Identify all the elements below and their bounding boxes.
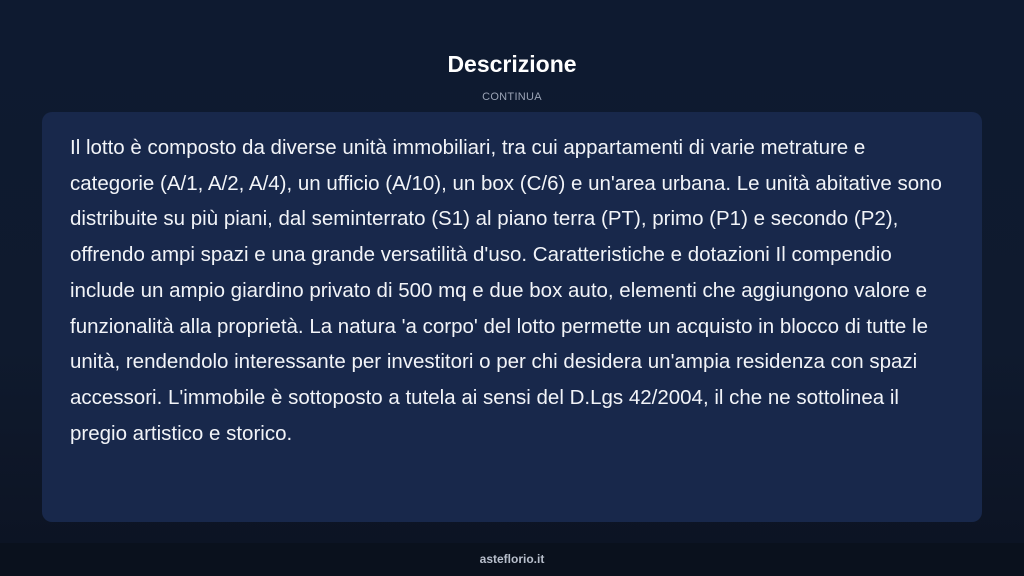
footer-site-label: asteflorio.it bbox=[479, 552, 545, 566]
description-card bbox=[42, 112, 982, 522]
description-text: Il lotto è composto da diverse unità immobiliari, tra cui appartamenti di varie metrature e categorie (A/1, A/2, A/4), un ufficio (A/10), un box (C/6) e un'area urbana. Le unità abitative sono distribuite su più piani, dal seminterrato (S1) al piano terra (PT), primo (P1) e secondo (P2), offrendo ampi spazi e una grande versatilità d'uso. Caratteristiche e dotazioni Il compendio include un ampio giardino privato di 500 mq e due box auto, elementi che aggiungono valore e funzionalità alla proprietà. La natura 'a corpo' del lotto permette un acquisto in blocco di tutte le unità, rendendolo interessante per investitori o per chi desidera un'ampia residenza con spazi accessori. L'immobile è sottoposto a tutela ai sensi del D.Lgs 42/2004, il che ne sottolinea il pregio artistico e storico. bbox=[70, 136, 942, 445]
continue-label: CONTINUA bbox=[482, 91, 542, 103]
page-title: Descrizione bbox=[447, 51, 577, 77]
